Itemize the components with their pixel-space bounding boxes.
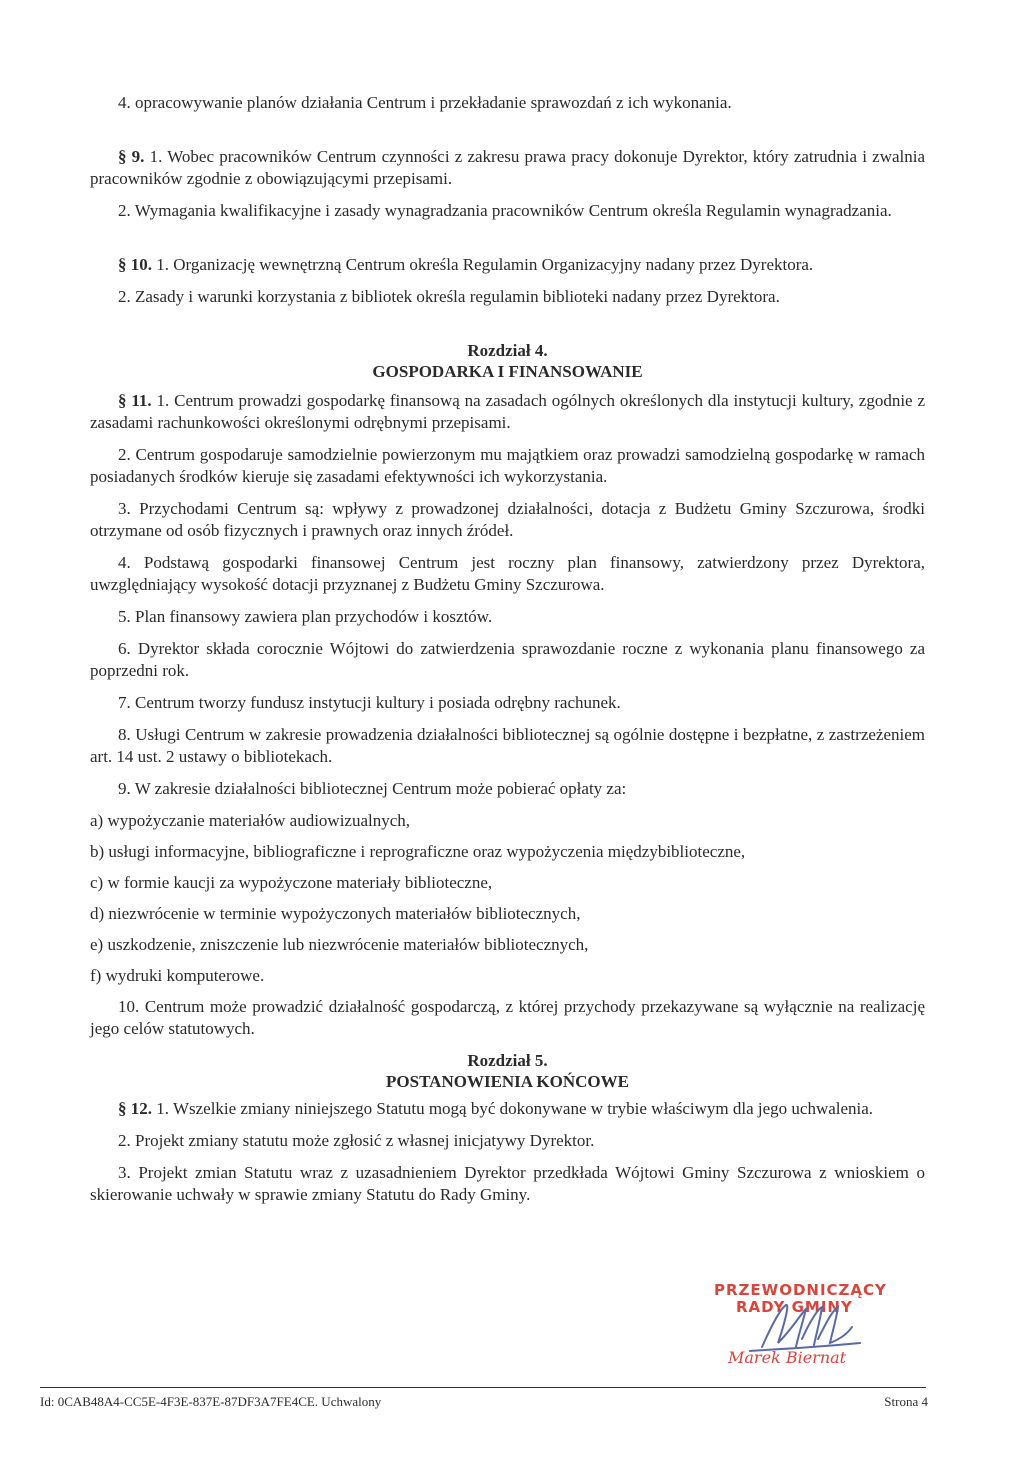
paragraph-4: 4. opracowywanie planów działania Centrum i przekładanie sprawozdań z ich wykonania. [118,93,732,112]
document-page [90,92,925,1216]
section-11-number: § 11. [118,391,152,410]
chapter-5-label: Rozdział 5. [467,1051,548,1070]
list-item: b) usługi informacyjne, bibliograficzne i reprograficzne oraz wypożyczenia międzybiblioteczne, [90,842,746,861]
document-id: Id: 0CAB48A4-CC5E-4F3E-837E-87DF3A7FE4CE. Uchwalony [40,1394,382,1409]
section-12-number: § 12. [118,1099,152,1118]
list-item: d) niezwrócenie w terminie wypożyczonych materiałów bibliotecznych, [90,904,581,923]
stamp-subtitle: RADY GMINY [736,1298,853,1316]
chairman-stamp [700,1281,900,1373]
chapter-4-label: Rozdział 4. [467,341,548,360]
section-11-paragraph-2: 2. Centrum gospodaruje samodzielnie powierzonym mu majątkiem oraz prowadzi samodzielną gospodarkę w ramach posiadanych środków kieruje się zasadami efektywności ich wykorzystania. [90,445,925,486]
chapter-4-title: GOSPODARKA I FINANSOWANIE [372,362,643,381]
section-12-paragraph-2: 2. Projekt zmiany statutu może zgłosić z własnej inicjatywy Dyrektor. [118,1131,595,1150]
section-11-paragraph-6: 6. Dyrektor składa corocznie Wójtowi do zatwierdzenia sprawozdanie roczne z wykonania planu finansowego za poprzedni rok. [90,639,925,680]
section-11-paragraph-7: 7. Centrum tworzy fundusz instytucji kultury i posiada odrębny rachunek. [118,693,621,712]
section-11-paragraph-8: 8. Usługi Centrum w zakresie prowadzenia działalności bibliotecznej są ogólnie dostępne i bezpłatne, z zastrzeżeniem art. 14 ust. 2 ustawy o bibliotekach. [90,725,925,766]
chapter-5-title: POSTANOWIENIA KOŃCOWE [386,1072,629,1091]
section-12-paragraph-3: 3. Projekt zmian Statutu wraz z uzasadnieniem Dyrektor przedkłada Wójtowi Gminy Szczurowa z wnioskiem o skierowanie uchwały w sprawie zmiany Statutu do Rady Gminy. [90,1163,925,1204]
section-12-paragraph-1: § 12. 1. Wszelkie zmiany niniejszego Statutu mogą być dokonywane w trybie właściwym dla jego uchwalenia. [118,1099,874,1118]
section-11-paragraph-4: 4. Podstawą gospodarki finansowej Centrum jest roczny plan finansowy, zatwierdzony przez Dyrektora, uwzględniający wysokość dotacji przyznanej z Budżetu Gminy Szczurowa. [90,553,925,594]
section-9-paragraph-2: 2. Wymagania kwalifikacyjne i zasady wynagradzania pracowników Centrum określa Regulamin wynagradzania. [118,201,892,220]
list-item: f) wydruki komputerowe. [90,966,265,985]
section-10-number: § 10. [118,255,152,274]
page-number: Strona 4 [884,1394,928,1409]
section-11-paragraph-3: 3. Przychodami Centrum są: wpływy z prowadzonej działalności, dotacja z Budżetu Gminy Szczurowa, środki otrzymane od osób fizycznych i prawnych oraz innych źródeł. [90,499,925,540]
list-item: a) wypożyczanie materiałów audiowizualnych, [90,811,411,830]
list-item: e) uszkodzenie, zniszczenie lub niezwrócenie materiałów bibliotecznych, [90,935,589,954]
stamp-name: Marek Biernat [728,1348,847,1367]
section-11-paragraph-10: 10. Centrum może prowadzić działalność gospodarczą, z której przychody przekazywane są wyłącznie na realizację jego celów statutowych. [90,997,925,1038]
footer-divider [40,1387,926,1388]
section-11-paragraph-5: 5. Plan finansowy zawiera plan przychodów i kosztów. [118,607,493,626]
chapter-5-heading [90,1050,925,1092]
section-10-paragraph-1: § 10. 1. Organizację wewnętrzną Centrum określa Regulamin Organizacyjny nadany przez Dyrektora. [118,255,814,274]
section-10-paragraph-2: 2. Zasady i warunki korzystania z bibliotek określa regulamin biblioteki nadany przez Dyrektora. [118,287,780,306]
list-item: c) w formie kaucji za wypożyczone materiały biblioteczne, [90,873,493,892]
stamp-title: PRZEWODNICZĄCY [714,1281,887,1299]
section-11-paragraph-1: § 11. 1. Centrum prowadzi gospodarkę finansową na zasadach ogólnych określonych dla instytucji kultury, zgodnie z zasadami rachunkowości określonymi odrębnymi przepisami. [90,391,925,432]
section-9-number: § 9. [118,147,145,166]
section-9-paragraph-1: § 9. 1. Wobec pracowników Centrum czynności z zakresu prawa pracy dokonuje Dyrektor, który zatrudnia i zwalnia pracowników zgodnie z obowiązującymi przepisami. [90,147,926,188]
chapter-4-heading [90,340,925,382]
section-11-paragraph-9: 9. W zakresie działalności bibliotecznej Centrum może pobierać opłaty za: [118,779,627,798]
